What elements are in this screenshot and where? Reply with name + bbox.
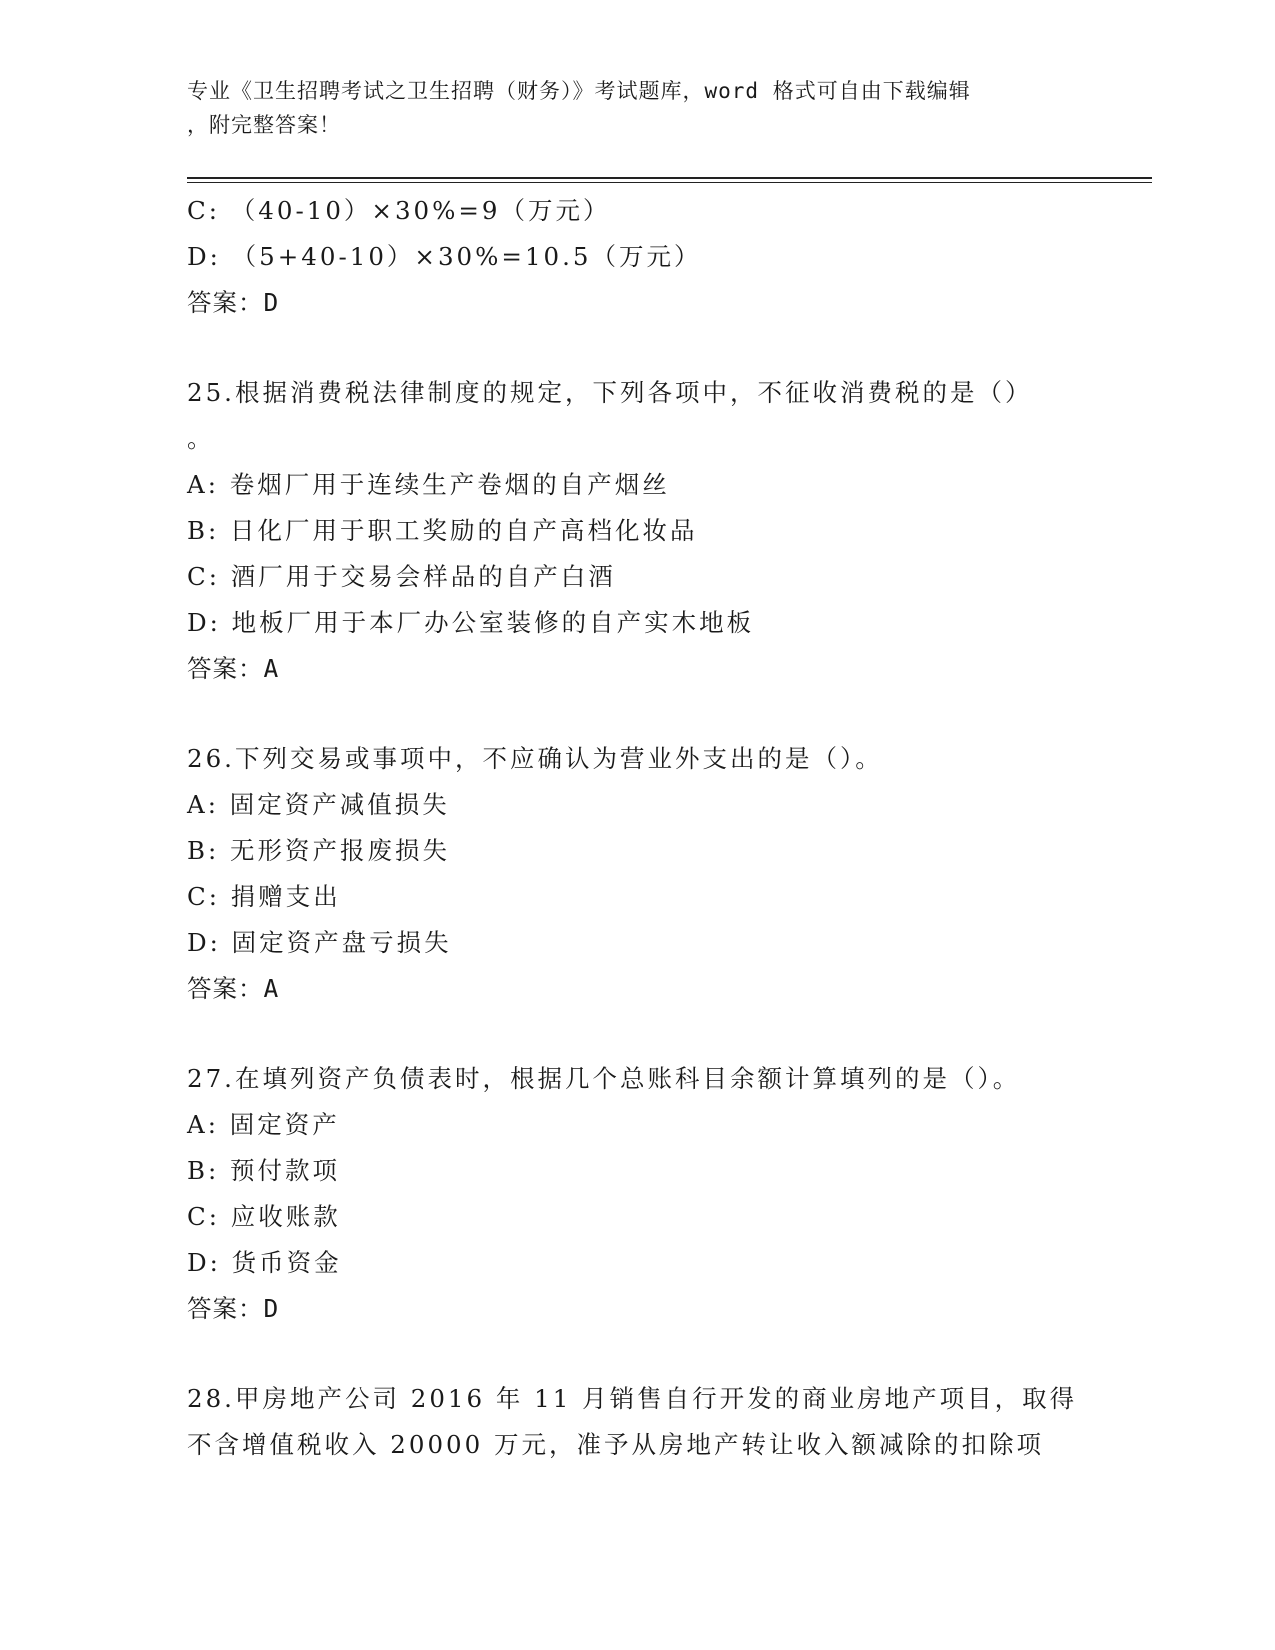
option-a: A: 固定资产 [187,1110,340,1139]
option-c: C: （40-10）×30%=9（万元） [187,196,611,225]
option-c: C: 捐赠支出 [187,882,341,911]
answer: 答案：A [187,974,280,1003]
answer: 答案：D [187,288,280,317]
header-line-1: 专业《卫生招聘考试之卫生招聘（财务）》考试题库，word 格式可自由下载编辑 [187,79,971,103]
header-divider-thick [187,177,1152,179]
option-b: B: 预付款项 [187,1156,341,1185]
question-stem-continued: 。 [187,424,215,453]
question-stem: 28.甲房地产公司 2016 年 11 月销售自行开发的商业房地产项目，取得 [187,1384,1078,1413]
question-stem: 27.在填列资产负债表时，根据几个总账科目余额计算填列的是（）。 [187,1064,1021,1093]
question-stem-continued: 不含增值税收入 20000 万元，准予从房地产转让收入额减除的扣除项 [187,1430,1045,1459]
option-d: D: 地板厂用于本厂办公室装修的自产实木地板 [187,608,755,637]
option-d: D: 固定资产盘亏损失 [187,928,452,957]
document-header [187,74,1087,142]
question-24-partial [187,188,1087,326]
question-28 [187,1376,1087,1468]
option-b: B: 无形资产报废损失 [187,836,451,865]
question-list [187,188,1087,1468]
question-stem: 25.根据消费税法律制度的规定，下列各项中，不征收消费税的是（） [187,378,1033,407]
option-c: C: 应收账款 [187,1202,341,1231]
answer: 答案：D [187,1294,280,1323]
header-divider-thin [187,182,1152,183]
option-c: C: 酒厂用于交易会样品的自产白酒 [187,562,616,591]
option-a: A: 卷烟厂用于连续生产卷烟的自产烟丝 [187,470,670,499]
question-27 [187,1056,1087,1332]
question-26 [187,736,1087,1012]
option-d: D: （5+40-10）×30%=10.5（万元） [187,242,702,271]
option-d: D: 货币资金 [187,1248,342,1277]
question-25 [187,370,1087,692]
option-b: B: 日化厂用于职工奖励的自产高档化妆品 [187,516,698,545]
question-stem: 26.下列交易或事项中，不应确认为营业外支出的是（）。 [187,744,883,773]
option-a: A: 固定资产减值损失 [187,790,450,819]
answer: 答案：A [187,654,280,683]
header-line-2: ，附完整答案！ [187,113,341,137]
